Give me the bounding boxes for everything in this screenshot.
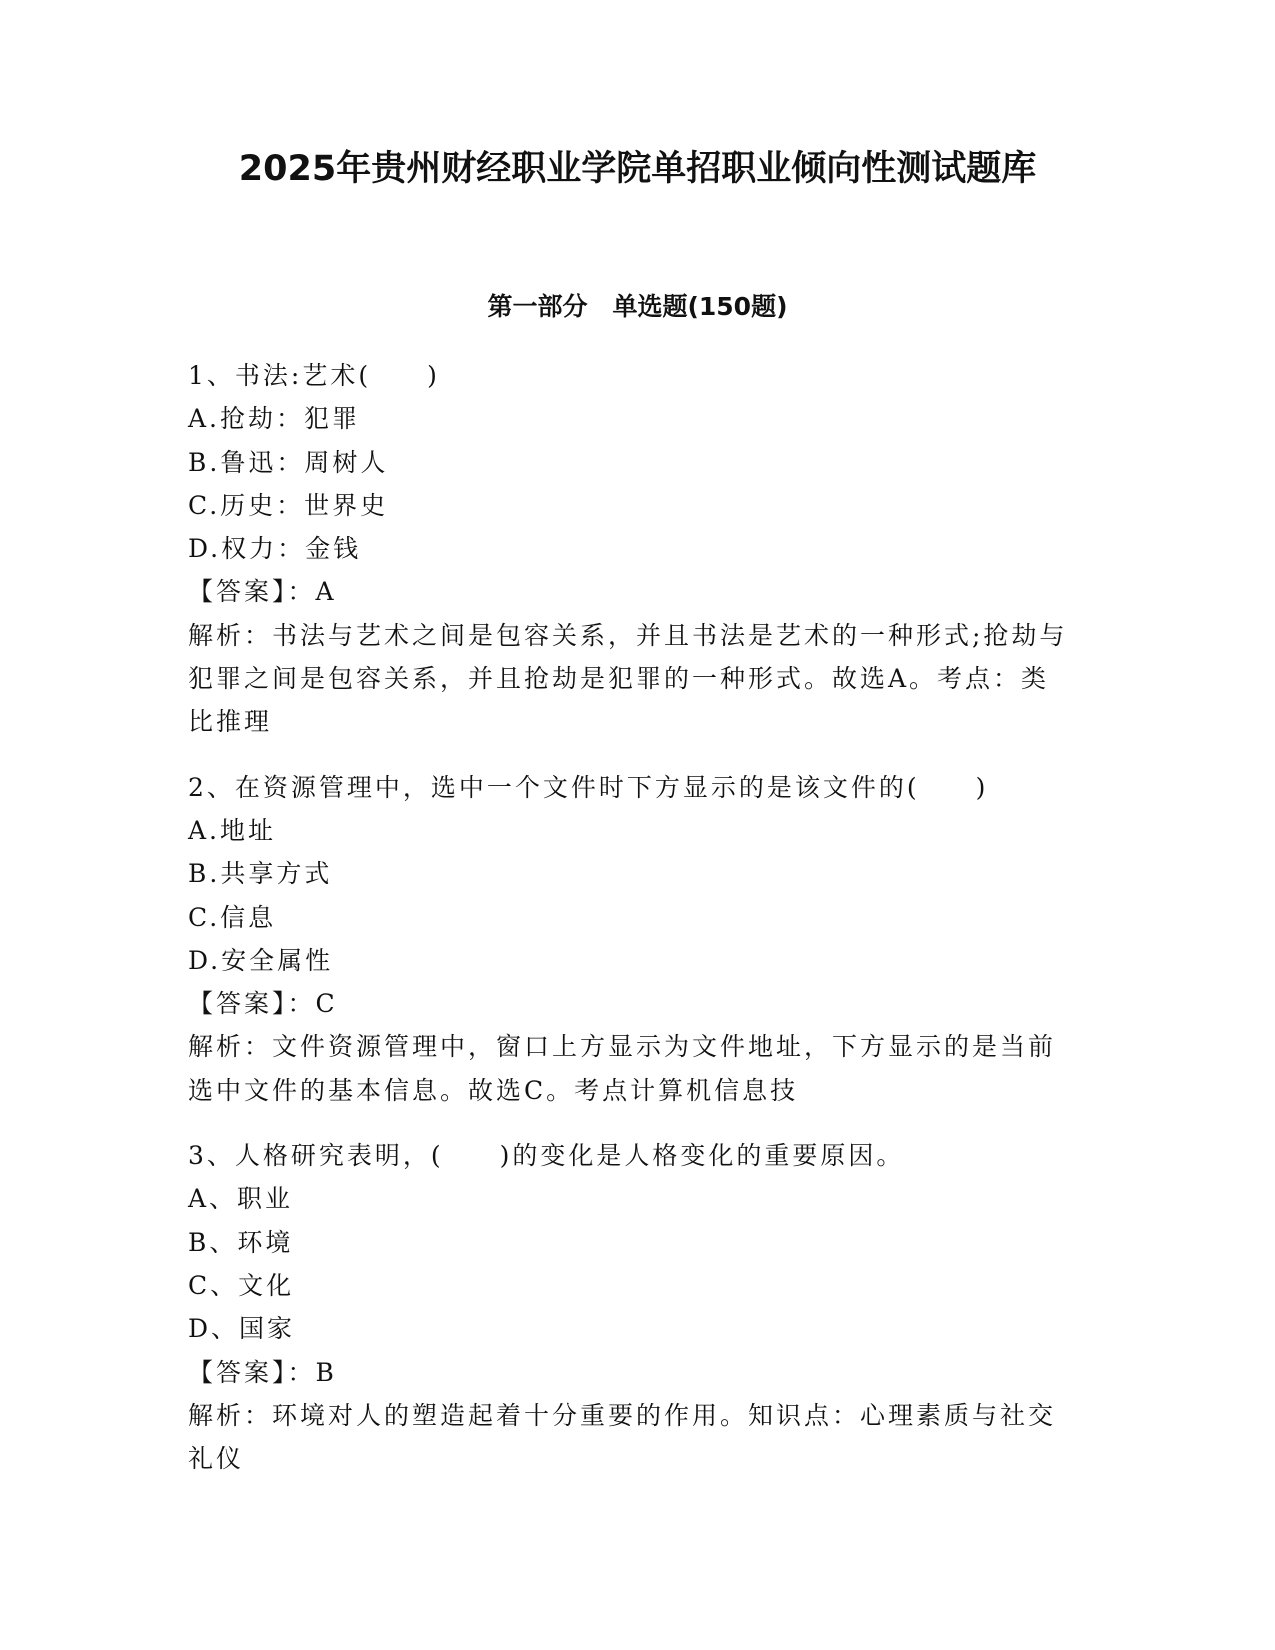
document-title: 2025年贵州财经职业学院单招职业倾向性测试题库 bbox=[238, 149, 1037, 189]
question-stem: 1、书法:艺术( ) bbox=[188, 361, 440, 390]
option-a: A.抢劫：犯罪 bbox=[188, 404, 361, 434]
section-heading: 第一部分 单选题(150题) bbox=[487, 292, 788, 321]
question-stem: 2、在资源管理中，选中一个文件时下方显示的是该文件的( ) bbox=[188, 772, 989, 802]
option-c: C.信息 bbox=[188, 902, 277, 932]
answer: 【答案】：C bbox=[188, 989, 338, 1019]
question-2 bbox=[188, 766, 1088, 1112]
option-b: B、环境 bbox=[188, 1227, 294, 1257]
option-b: B.鲁迅：周树人 bbox=[188, 447, 389, 477]
option-c: C、文化 bbox=[188, 1270, 295, 1300]
option-a: A.地址 bbox=[188, 815, 277, 845]
option-d: D.权力：金钱 bbox=[188, 534, 362, 564]
explanation: 解析：环境对人的塑造起着十分重要的作用。知识点：心理素质与社交礼仪 bbox=[188, 1400, 1057, 1474]
question-stem: 3、人格研究表明，( )的变化是人格变化的重要原因。 bbox=[188, 1141, 905, 1171]
question-3 bbox=[188, 1134, 1088, 1480]
option-b: B.共享方式 bbox=[188, 859, 333, 889]
option-a: A、职业 bbox=[188, 1184, 294, 1214]
answer: 【答案】：A bbox=[188, 577, 337, 607]
question-list bbox=[188, 354, 1088, 1502]
explanation: 解析：文件资源管理中，窗口上方显示为文件地址，下方显示的是当前选中文件的基本信息。故选C。考点计算机信息技 bbox=[188, 1032, 1057, 1105]
answer: 【答案】：B bbox=[188, 1357, 337, 1387]
option-d: D、国家 bbox=[188, 1314, 296, 1344]
question-1 bbox=[188, 354, 1088, 744]
option-d: D.安全属性 bbox=[188, 945, 334, 975]
explanation: 解析：书法与艺术之间是包容关系，并且书法是艺术的一种形式;抢劫与犯罪之间是包容关系，并且抢劫是犯罪的一种形式。故选A。考点：类比推理 bbox=[188, 620, 1068, 737]
option-c: C.历史：世界史 bbox=[188, 490, 389, 520]
